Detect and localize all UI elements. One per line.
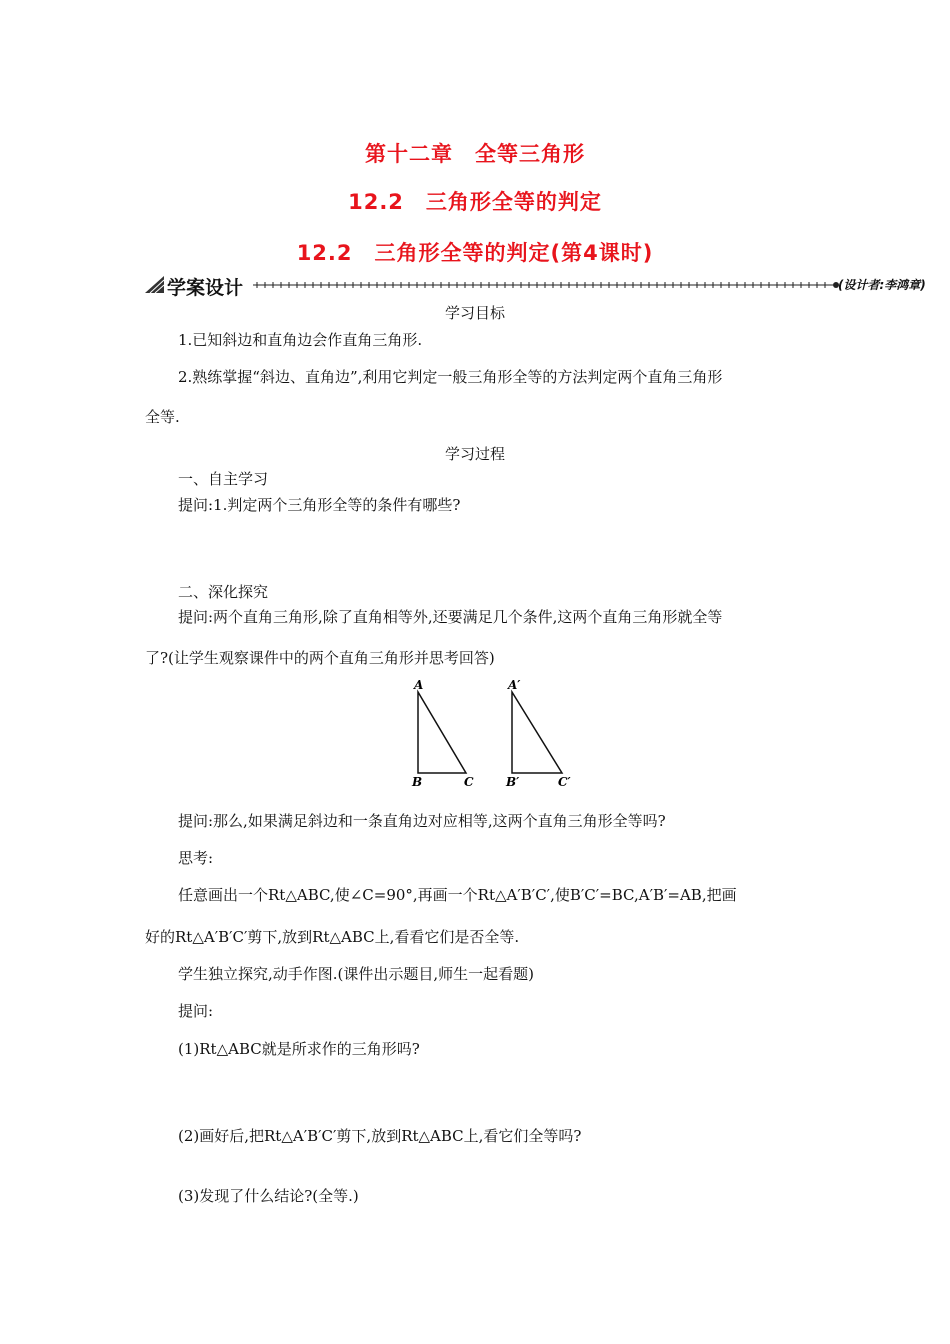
right-triangles-figure [400,675,590,795]
goal-item-2-line1: 2.熟练掌握“斜边、直角边”,利用它判定一般三角形全等的方法判定两个直角三角形 [178,368,723,386]
ask-label: 提问: [178,1002,214,1020]
label-a-prime: A′ [508,678,521,692]
banner-label: 学案设计 [167,277,244,299]
designer-credit: (设计者:李鸿章) [838,278,926,292]
section-title: 12.2 三角形全等的判定 [348,190,602,214]
process-heading: 学习过程 [444,445,505,463]
activity-text: 学生独立探究,动手作图.(课件出示题目,师生一起看题) [178,965,535,983]
label-b: B [412,775,423,789]
question-2: (2)画好后,把Rt△A′B′C′剪下,放到Rt△ABC上,看它们全等吗? [178,1127,582,1145]
question-1: (1)Rt△ABC就是所求作的三角形吗? [178,1040,420,1058]
section2-title: 二、深化探究 [178,583,269,601]
section1-question: 提问:1.判定两个三角形全等的条件有哪些? [178,496,461,514]
banner-triangle-icon [145,276,165,294]
section2-question-line1: 提问:两个直角三角形,除了直角相等外,还要满足几个条件,这两个直角三角形就全等 [178,608,723,626]
label-c: C [464,775,474,789]
triangle-abc [418,692,466,773]
question-3: (3)发现了什么结论?(全等.) [178,1187,359,1205]
label-b-prime: B′ [506,775,520,789]
goal-item-2-line2: 全等. [145,408,180,426]
triangle-a-prime [512,692,562,773]
lesson-title: 12.2 三角形全等的判定(第4课时) [296,241,654,265]
task-line1: 任意画出一个Rt△ABC,使∠C=90°,再画一个Rt△A′B′C′,使B′C′=BC,A′B′=AB,把画 [178,886,737,904]
goal-item-1: 1.已知斜边和直角边会作直角三角形. [178,331,423,349]
banner-dotted-rule [253,278,841,292]
design-banner [145,272,950,298]
section2-question-line2: 了?(让学生观察课件中的两个直角三角形并思考回答) [145,649,495,667]
label-c-prime: C′ [558,775,571,789]
task-line2: 好的Rt△A′B′C′剪下,放到Rt△ABC上,看看它们是否全等. [145,928,520,946]
question-hl: 提问:那么,如果满足斜边和一条直角边对应相等,这两个直角三角形全等吗? [178,812,666,830]
label-a: A [414,678,424,692]
goals-heading: 学习目标 [444,304,505,322]
think-label: 思考: [178,849,214,867]
section1-title: 一、自主学习 [178,470,269,488]
chapter-title: 第十二章 全等三角形 [365,142,585,166]
